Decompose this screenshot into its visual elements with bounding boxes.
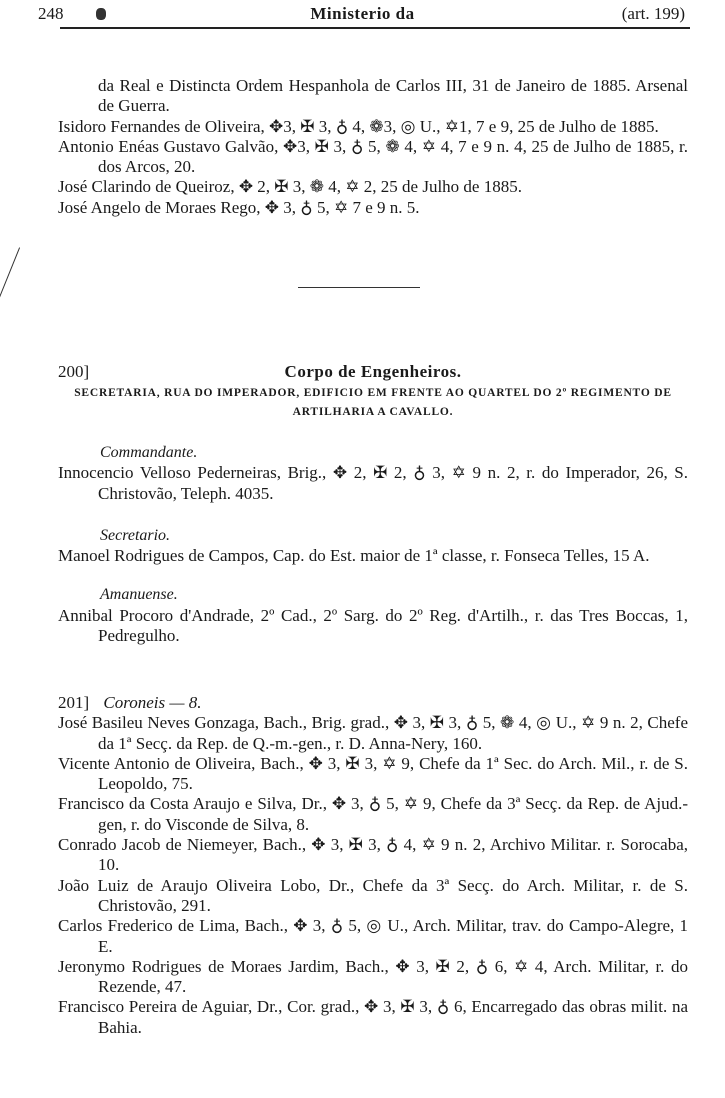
role-heading: Commandante. [100,444,198,461]
continuation-block [58,76,688,218]
list-item: Antonio Enéas Gustavo Galvão, ✥3, ✠ 3, ♁ 5, ❁ 4, ✡ 4, 7 e 9 n. 4, 25 de Julho de 1885, r. dos Arcos, 20. [58,136,688,177]
role-heading: Amanuense. [100,586,178,604]
article-reference: (art. 199) [621,4,685,23]
list-item: José Angelo de Moraes Rego, ✥ 3, ♁ 5, ✡ 7 e 9 n. 5. [58,197,420,217]
section-200 [58,362,688,646]
list-item: Annibal Procoro d'Andrade, 2º Cad., 2º Sarg. do 2º Reg. d'Artilh., r. das Tres Boccas, 1, Pedregulho. [58,605,688,646]
section-title: Coroneis — 8. [103,693,202,712]
list-item: Isidoro Fernandes de Oliveira, ✥3, ✠ 3, ♁ 4, ❁3, ◎ U., ✡1, 7 e 9, 25 de Julho de 1885. [58,116,659,136]
section-number: 200] [58,362,90,381]
list-item: Innocencio Velloso Pederneiras, Brig., ✥ 2, ✠ 2, ♁ 3, ✡ 9 n. 2, r. do Imperador, 26, S. Christovão, Teleph. 4035. [58,463,688,503]
section-divider [298,287,420,288]
header-rule [60,27,690,29]
list-item: José Basileu Neves Gonzaga, Bach., Brig. grad., ✥ 3, ✠ 3, ♁ 5, ❁ 4, ◎ U., ✡ 9 n. 2, Chefe da 1ª Secç. da Rep. de Q.-m.-gen., r. D. Anna-Nery, 160. [58,713,688,753]
list-item: João Luiz de Araujo Oliveira Lobo, Dr., Chefe da 3ª Secç. do Arch. Militar, r. de S. Christovão, 291. [58,875,688,915]
page-number: 248 [38,4,64,23]
continuation-text: da Real e Distincta Ordem Hespanhola de Carlos III, 31 de Janeiro de 1885. Arsenal de Guerra. [98,76,688,116]
list-item: Francisco Pereira de Aguiar, Dr., Cor. grad., ✥ 3, ✠ 3, ♁ 6, Encarregado das obras milit. na Bahia. [58,997,688,1037]
role-heading: Secretario. [100,526,171,544]
list-item: Jeronymo Rodrigues de Moraes Jardim, Bach., ✥ 3, ✠ 2, ♁ 6, ✡ 4, Arch. Militar, r. do Rezende, 47. [58,956,688,997]
list-item: Carlos Frederico de Lima, Bach., ✥ 3, ♁ 5, ◎ U., Arch. Militar, trav. do Campo-Alegre, 1 E. [58,916,688,956]
scan-mark [0,247,20,312]
list-item: José Clarindo de Queiroz, ✥ 2, ✠ 3, ❁ 4, ✡ 2, 25 de Julho de 1885. [58,177,522,197]
list-item: Vicente Antonio de Oliveira, Bach., ✥ 3, ✠ 3, ✡ 9, Chefe da 1ª Sec. do Arch. Mil., r. de S. Leopoldo, 75. [58,753,688,794]
list-item: Manoel Rodrigues de Campos, Cap. do Est. maior de 1ª classe, r. Fonseca Telles, 15 A. [58,546,650,566]
section-subtitle: SECRETARIA, RUA DO IMPERADOR, EDIFICIO EM FRENTE AO QUARTEL DO 2º REGIMENTO DE ARTILHARIA A CAVALLO. [74,387,672,418]
section-201 [58,693,688,1038]
list-item: Conrado Jacob de Niemeyer, Bach., ✥ 3, ✠ 3, ♁ 4, ✡ 9 n. 2, Archivo Militar. r. Sorocaba, 10. [58,835,688,875]
running-title: Ministerio da [310,4,415,23]
section-title: Corpo de Engenheiros. [284,362,462,381]
list-item: Francisco da Costa Araujo e Silva, Dr., ✥ 3, ♁ 5, ✡ 9, Chefe da 3ª Secç. da Rep. de Ajud.-gen, r. do Visconde de Silva, 8. [58,794,688,834]
section-number: 201] [58,693,90,712]
